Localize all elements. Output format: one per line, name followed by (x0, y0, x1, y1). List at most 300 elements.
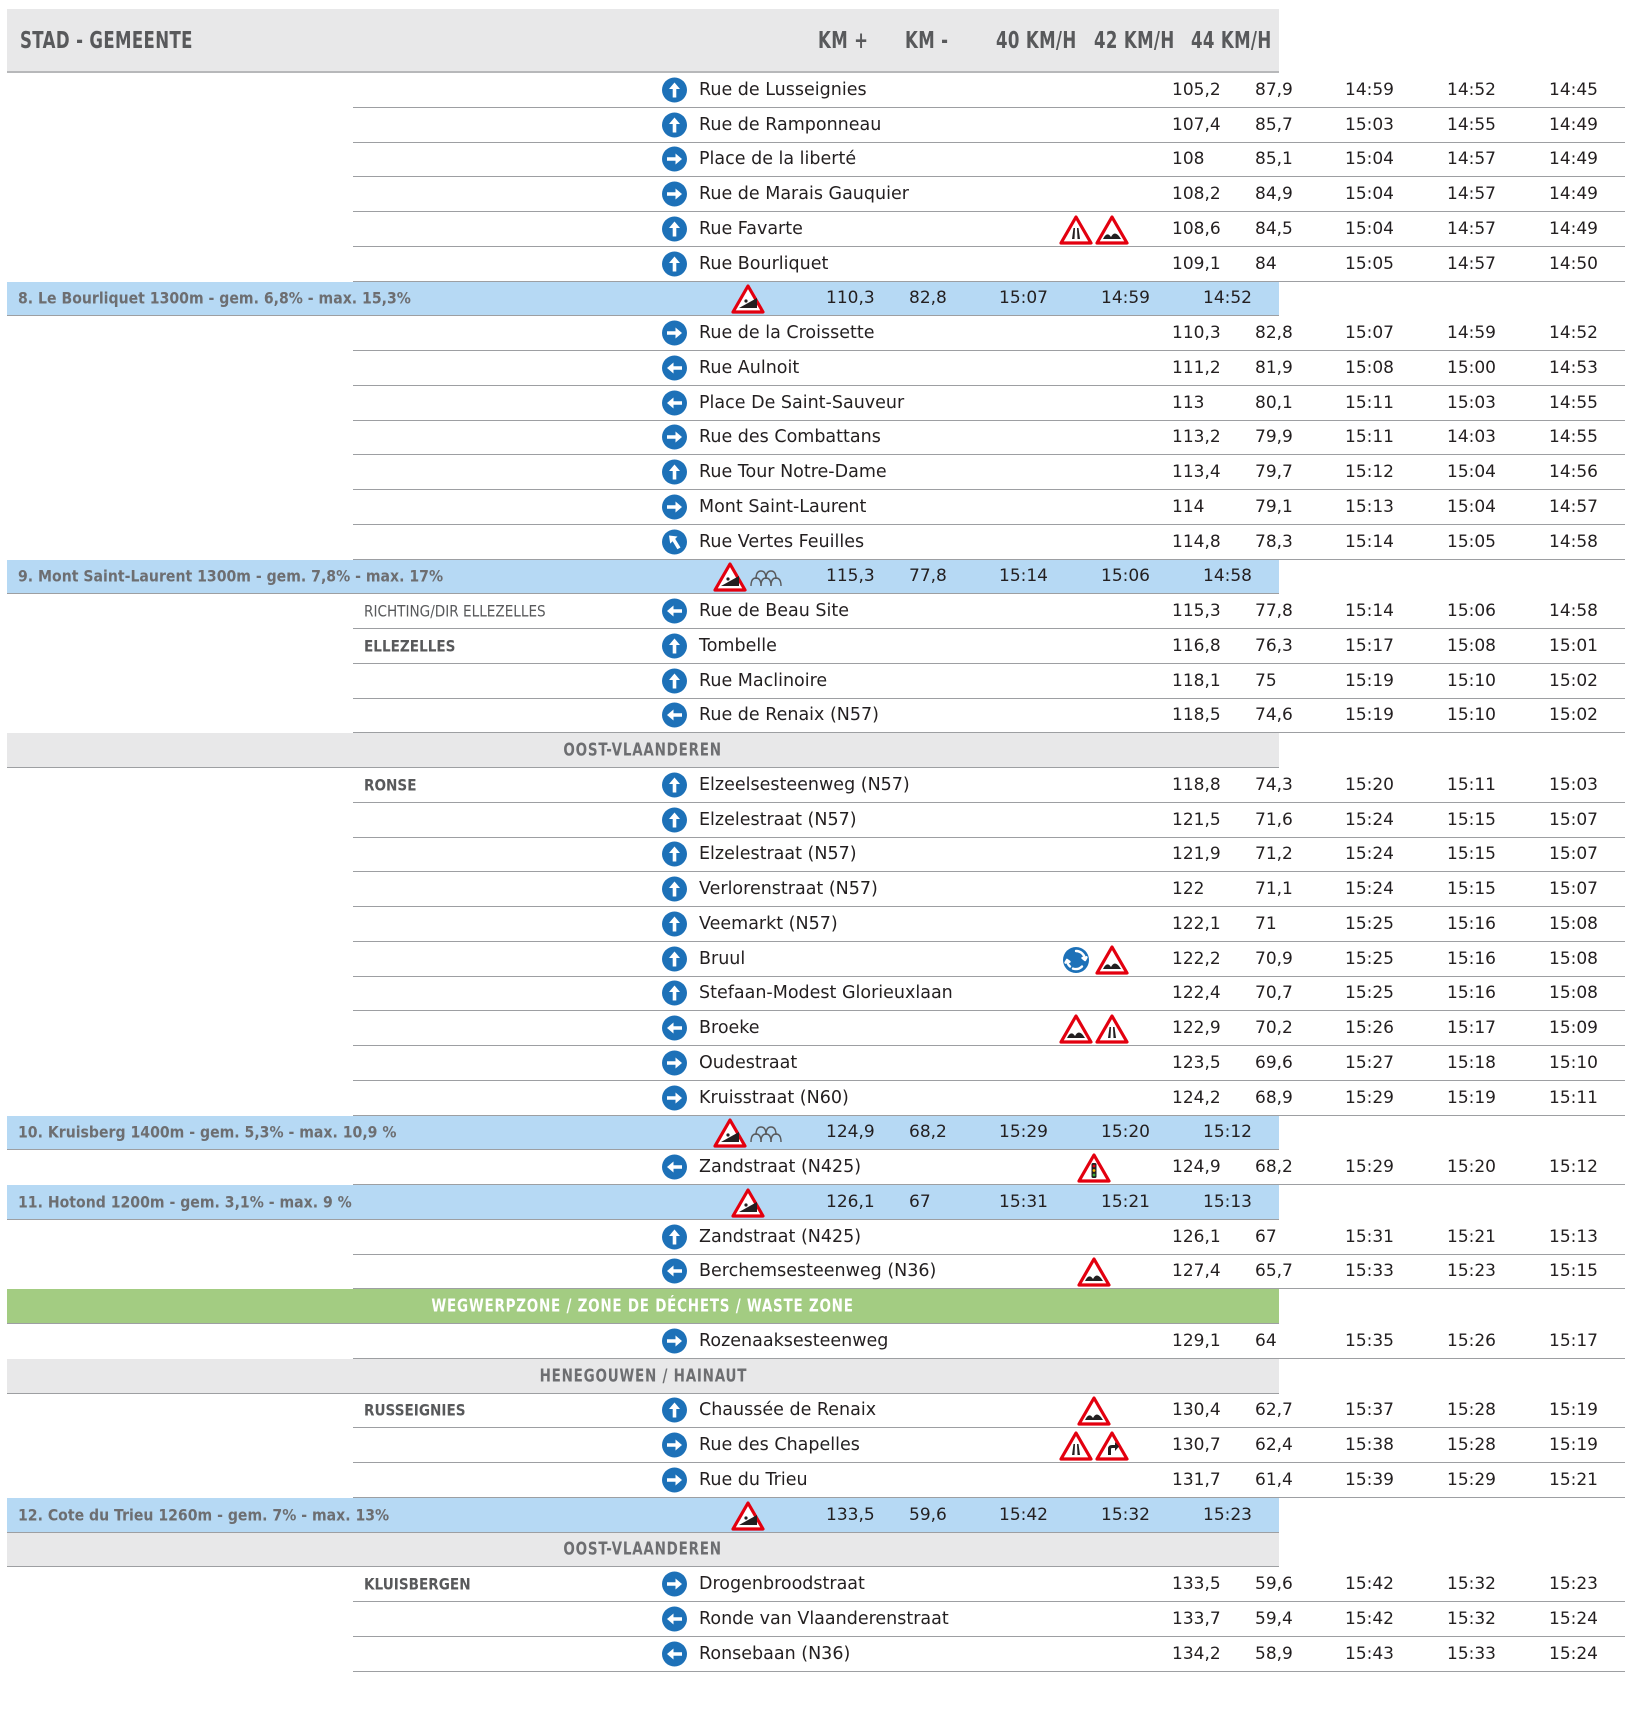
time-42kmh: 15:19 (1447, 1087, 1496, 1108)
street-name: Rue Vertes Feuilles (699, 531, 865, 552)
time-40kmh: 15:31 (999, 1191, 1048, 1212)
km-minus-value: 71,1 (1255, 879, 1293, 900)
km-minus-value: 68,9 (1255, 1087, 1293, 1108)
table-row (353, 872, 1625, 907)
time-40kmh: 15:42 (999, 1504, 1048, 1525)
time-42kmh: 14:57 (1447, 184, 1496, 205)
arrow-straight-icon (662, 911, 687, 936)
arrow-straight-icon (662, 946, 687, 971)
route-schedule-table (7, 9, 1598, 1672)
bumpy-road-sign-icon (1077, 1257, 1111, 1287)
time-44kmh: 14:45 (1549, 79, 1598, 100)
table-row (353, 1255, 1625, 1290)
street-name: Rue Maclinoire (699, 670, 828, 691)
time-42kmh: 15:20 (1101, 1122, 1150, 1143)
time-40kmh: 15:19 (1345, 670, 1394, 691)
waste-zone-banner (7, 1296, 1279, 1317)
time-40kmh: 15:29 (999, 1122, 1048, 1143)
time-44kmh: 15:08 (1549, 983, 1598, 1004)
time-44kmh: 15:02 (1549, 705, 1598, 726)
traffic-light-sign-icon (1077, 1153, 1111, 1183)
time-42kmh: 15:16 (1447, 983, 1496, 1004)
km-minus-value: 82,8 (1255, 323, 1293, 344)
street-name: Mont Saint-Laurent (699, 496, 867, 517)
time-44kmh: 15:09 (1549, 1018, 1598, 1039)
time-42kmh: 14:55 (1447, 114, 1496, 135)
climb-label: 9. Mont Saint-Laurent 1300m - gem. 7,8% - max. 17% (18, 566, 444, 586)
time-44kmh: 15:19 (1549, 1400, 1598, 1421)
time-42kmh: 15:20 (1447, 1157, 1496, 1178)
time-40kmh: 15:14 (1345, 601, 1394, 622)
street-name: Rue des Combattans (699, 427, 881, 448)
climb-row (7, 560, 1279, 595)
time-44kmh: 14:58 (1203, 566, 1252, 587)
cobbles-icon (749, 1118, 783, 1148)
km-plus-value: 108 (1172, 149, 1205, 170)
time-44kmh: 14:58 (1549, 531, 1598, 552)
arrow-straight-icon (662, 981, 687, 1006)
time-44kmh: 14:52 (1549, 323, 1598, 344)
time-44kmh: 15:10 (1549, 1052, 1598, 1073)
time-44kmh: 14:49 (1549, 184, 1598, 205)
table-row (353, 490, 1625, 525)
warning-signs (707, 1500, 787, 1530)
time-44kmh: 15:21 (1549, 1469, 1598, 1490)
km-plus-value: 133,5 (826, 1504, 875, 1525)
time-42kmh: 15:17 (1447, 1018, 1496, 1039)
steep-climb-sign-icon (731, 1188, 765, 1218)
km-plus-value: 105,2 (1172, 79, 1221, 100)
street-name: Kruisstraat (N60) (699, 1087, 849, 1108)
city-name: RUSSEIGNIES (364, 1400, 466, 1420)
time-44kmh: 15:11 (1549, 1087, 1598, 1108)
street-name: Zandstraat (N425) (699, 1157, 862, 1178)
km-plus-value: 131,7 (1172, 1469, 1221, 1490)
street-name: Elzelestraat (N57) (699, 809, 857, 830)
km-plus-value: 113,4 (1172, 462, 1221, 483)
km-minus-value: 62,4 (1255, 1435, 1293, 1456)
table-row (353, 1463, 1625, 1498)
time-40kmh: 15:29 (1345, 1087, 1394, 1108)
time-40kmh: 15:29 (1345, 1157, 1394, 1178)
header-km-plus: KM + (818, 28, 869, 54)
table-row (353, 629, 1625, 664)
table-row (353, 108, 1625, 143)
waste-row (7, 1289, 1279, 1324)
table-row (353, 1046, 1625, 1081)
km-minus-value: 80,1 (1255, 392, 1293, 413)
km-minus-value: 79,9 (1255, 427, 1293, 448)
table-row (353, 907, 1625, 942)
warning-signs (707, 1117, 787, 1147)
time-42kmh: 14:57 (1447, 218, 1496, 239)
time-44kmh: 15:23 (1203, 1504, 1252, 1525)
table-row (353, 977, 1625, 1012)
time-40kmh: 15:12 (1345, 462, 1394, 483)
street-name: Rue de Beau Site (699, 601, 849, 622)
street-name: Ronsebaan (N36) (699, 1643, 851, 1664)
time-42kmh: 15:15 (1447, 844, 1496, 865)
km-plus-value: 108,6 (1172, 218, 1221, 239)
climb-label: 10. Kruisberg 1400m - gem. 5,3% - max. 10,9 % (18, 1122, 397, 1142)
table-row (353, 838, 1625, 873)
time-42kmh: 15:32 (1447, 1574, 1496, 1595)
time-40kmh: 15:03 (1345, 114, 1394, 135)
time-44kmh: 15:03 (1549, 774, 1598, 795)
km-plus-value: 118,1 (1172, 670, 1221, 691)
time-44kmh: 15:08 (1549, 913, 1598, 934)
time-40kmh: 15:37 (1345, 1400, 1394, 1421)
time-44kmh: 15:07 (1549, 809, 1598, 830)
km-plus-value: 107,4 (1172, 114, 1221, 135)
arrow-straight-icon (662, 251, 687, 276)
time-42kmh: 15:32 (1101, 1504, 1150, 1525)
street-name: Bruul (699, 948, 746, 969)
time-40kmh: 15:27 (1345, 1052, 1394, 1073)
steep-climb-sign-icon (713, 1118, 747, 1148)
km-plus-value: 130,4 (1172, 1400, 1221, 1421)
time-42kmh: 15:10 (1447, 705, 1496, 726)
table-row (353, 768, 1625, 803)
region-row (7, 1359, 1279, 1394)
km-minus-value: 59,6 (1255, 1574, 1293, 1595)
arrow-straight-icon (662, 772, 687, 797)
time-42kmh: 14:59 (1101, 288, 1150, 309)
climb-label: 8. Le Bourliquet 1300m - gem. 6,8% - max. 15,3% (18, 288, 411, 308)
km-minus-value: 62,7 (1255, 1400, 1293, 1421)
km-plus-value: 114,8 (1172, 531, 1221, 552)
arrow-right-icon (662, 1050, 687, 1075)
warning-signs (1053, 214, 1133, 244)
time-40kmh: 15:42 (1345, 1574, 1394, 1595)
time-42kmh: 15:03 (1447, 392, 1496, 413)
km-plus-value: 121,9 (1172, 844, 1221, 865)
km-minus-value: 77,8 (909, 566, 947, 587)
street-name: Rue Aulnoit (699, 357, 800, 378)
time-42kmh: 15:29 (1447, 1469, 1496, 1490)
km-minus-value: 70,7 (1255, 983, 1293, 1004)
time-42kmh: 14:59 (1447, 323, 1496, 344)
street-name: Zandstraat (N425) (699, 1226, 862, 1247)
table-row (353, 525, 1625, 560)
km-plus-value: 123,5 (1172, 1052, 1221, 1073)
km-minus-value: 70,2 (1255, 1018, 1293, 1039)
table-row (353, 455, 1625, 490)
street-name: Broeke (699, 1018, 760, 1039)
time-40kmh: 15:31 (1345, 1226, 1394, 1247)
arrow-left-icon (662, 1641, 687, 1666)
km-minus-value: 78,3 (1255, 531, 1293, 552)
narrow-road-sign-icon (1059, 215, 1093, 245)
arrow-right-icon (662, 1467, 687, 1492)
time-44kmh: 15:19 (1549, 1435, 1598, 1456)
table-row (353, 1011, 1625, 1046)
table-row (353, 212, 1625, 247)
km-minus-value: 67 (1255, 1226, 1277, 1247)
km-minus-value: 79,7 (1255, 462, 1293, 483)
time-42kmh: 14:57 (1447, 149, 1496, 170)
time-44kmh: 14:49 (1549, 218, 1598, 239)
arrow-straight-icon (662, 77, 687, 102)
arrow-slight-left-icon (662, 529, 687, 554)
time-40kmh: 15:05 (1345, 253, 1394, 274)
street-name: Rue Favarte (699, 218, 803, 239)
banner-label: WEGWERPZONE / ZONE DE DÉCHETS / WASTE ZONE (431, 1295, 855, 1317)
time-40kmh: 15:11 (1345, 392, 1394, 413)
table-row (353, 143, 1625, 178)
street-name: Rue de Ramponneau (699, 114, 882, 135)
time-42kmh: 15:10 (1447, 670, 1496, 691)
street-name: Rue Tour Notre-Dame (699, 462, 887, 483)
street-name: Rozenaaksesteenweg (699, 1330, 889, 1351)
time-42kmh: 15:28 (1447, 1400, 1496, 1421)
climb-label: 11. Hotond 1200m - gem. 3,1% - max. 9 % (18, 1192, 352, 1212)
time-40kmh: 15:04 (1345, 218, 1394, 239)
warning-signs (1053, 1256, 1133, 1286)
time-40kmh: 15:24 (1345, 879, 1394, 900)
time-40kmh: 15:04 (1345, 149, 1394, 170)
km-minus-value: 74,6 (1255, 705, 1293, 726)
table-header (7, 9, 1279, 73)
table-row (353, 1150, 1625, 1185)
table-row (353, 1428, 1625, 1463)
city-name: ELLEZELLES (364, 636, 456, 656)
arrow-left-icon (662, 390, 687, 415)
time-44kmh: 15:17 (1549, 1330, 1598, 1351)
time-44kmh: 15:07 (1549, 879, 1598, 900)
street-name: Place de la liberté (699, 149, 857, 170)
time-42kmh: 15:04 (1447, 496, 1496, 517)
time-40kmh: 15:17 (1345, 635, 1394, 656)
time-40kmh: 15:33 (1345, 1261, 1394, 1282)
km-plus-value: 108,2 (1172, 184, 1221, 205)
arrow-left-icon (662, 1606, 687, 1631)
city-name: KLUISBERGEN (364, 1574, 471, 1594)
warning-signs (1053, 1430, 1133, 1460)
km-minus-value: 65,7 (1255, 1261, 1293, 1282)
arrow-left-icon (662, 703, 687, 728)
time-40kmh: 15:24 (1345, 844, 1394, 865)
time-44kmh: 15:02 (1549, 670, 1598, 691)
km-plus-value: 133,5 (1172, 1574, 1221, 1595)
street-name: Rue de Lusseignies (699, 79, 867, 100)
arrow-straight-icon (662, 807, 687, 832)
time-44kmh: 14:49 (1549, 149, 1598, 170)
km-plus-value: 127,4 (1172, 1261, 1221, 1282)
time-42kmh: 15:26 (1447, 1330, 1496, 1351)
street-name: Stefaan-Modest Glorieuxlaan (699, 983, 953, 1004)
arrow-straight-icon (662, 633, 687, 658)
region-banner (7, 1365, 1279, 1386)
time-44kmh: 15:24 (1549, 1608, 1598, 1629)
arrow-right-icon (662, 1085, 687, 1110)
km-plus-value: 115,3 (1172, 601, 1221, 622)
time-40kmh: 15:42 (1345, 1608, 1394, 1629)
km-minus-value: 85,1 (1255, 149, 1293, 170)
arrow-straight-icon (662, 1224, 687, 1249)
km-plus-value: 118,8 (1172, 774, 1221, 795)
time-42kmh: 15:11 (1447, 774, 1496, 795)
time-40kmh: 15:39 (1345, 1469, 1394, 1490)
time-42kmh: 15:16 (1447, 948, 1496, 969)
km-minus-value: 64 (1255, 1330, 1277, 1351)
time-40kmh: 15:38 (1345, 1435, 1394, 1456)
km-minus-value: 84,5 (1255, 218, 1293, 239)
banner-label: OOST-VLAANDEREN (563, 1538, 723, 1560)
time-44kmh: 15:13 (1549, 1226, 1598, 1247)
table-row (353, 803, 1625, 838)
time-42kmh: 15:06 (1101, 566, 1150, 587)
km-plus-value: 110,3 (1172, 323, 1221, 344)
climb-row (7, 1116, 1279, 1151)
banner-label: HENEGOUWEN / HAINAUT (539, 1365, 747, 1387)
time-44kmh: 14:50 (1549, 253, 1598, 274)
time-40kmh: 15:19 (1345, 705, 1394, 726)
street-name: Rue des Chapelles (699, 1435, 860, 1456)
time-42kmh: 14:57 (1447, 253, 1496, 274)
climb-row (7, 1185, 1279, 1220)
time-42kmh: 15:21 (1101, 1191, 1150, 1212)
table-row (353, 664, 1625, 699)
climb-label: 12. Cote du Trieu 1260m - gem. 7% - max. 13% (18, 1505, 390, 1525)
region-banner (7, 740, 1279, 761)
street-name: Drogenbroodstraat (699, 1574, 865, 1595)
time-42kmh: 15:06 (1447, 601, 1496, 622)
km-minus-value: 71,6 (1255, 809, 1293, 830)
time-40kmh: 15:20 (1345, 774, 1394, 795)
km-plus-value: 121,5 (1172, 809, 1221, 830)
km-minus-value: 76,3 (1255, 635, 1293, 656)
km-plus-value: 122 (1172, 879, 1205, 900)
arrow-straight-icon (662, 1398, 687, 1423)
time-40kmh: 15:25 (1345, 983, 1394, 1004)
region-row (7, 733, 1279, 768)
time-44kmh: 14:49 (1549, 114, 1598, 135)
header-km-minus: KM - (905, 28, 949, 54)
km-plus-value: 124,9 (1172, 1157, 1221, 1178)
arrow-right-icon (662, 1433, 687, 1458)
time-42kmh: 15:15 (1447, 809, 1496, 830)
km-minus-value: 81,9 (1255, 357, 1293, 378)
table-row (353, 1081, 1625, 1116)
time-44kmh: 14:52 (1203, 288, 1252, 309)
time-40kmh: 15:24 (1345, 809, 1394, 830)
time-42kmh: 15:28 (1447, 1435, 1496, 1456)
km-minus-value: 58,9 (1255, 1643, 1293, 1664)
km-plus-value: 133,7 (1172, 1608, 1221, 1629)
time-42kmh: 15:08 (1447, 635, 1496, 656)
km-plus-value: 129,1 (1172, 1330, 1221, 1351)
time-42kmh: 15:21 (1447, 1226, 1496, 1247)
street-name: Verlorenstraat (N57) (699, 879, 878, 900)
arrow-straight-icon (662, 668, 687, 693)
km-minus-value: 74,3 (1255, 774, 1293, 795)
street-name: Rue de Marais Gauquier (699, 184, 909, 205)
table-row (353, 247, 1625, 282)
climb-row (7, 282, 1279, 317)
km-plus-value: 122,1 (1172, 913, 1221, 934)
table-row (353, 421, 1625, 456)
time-42kmh: 14:03 (1447, 427, 1496, 448)
bend-sign-icon (1095, 1431, 1129, 1461)
km-plus-value: 126,1 (1172, 1226, 1221, 1247)
time-40kmh: 15:13 (1345, 496, 1394, 517)
street-name: Oudestraat (699, 1052, 798, 1073)
bumpy-road-sign-icon (1095, 215, 1129, 245)
km-plus-value: 130,7 (1172, 1435, 1221, 1456)
time-44kmh: 15:07 (1549, 844, 1598, 865)
region-row (7, 1533, 1279, 1568)
street-name: Rue de Renaix (N57) (699, 705, 879, 726)
street-name: Ronde van Vlaanderenstraat (699, 1608, 949, 1629)
time-44kmh: 15:24 (1549, 1643, 1598, 1664)
time-44kmh: 15:12 (1549, 1157, 1598, 1178)
city-name: RICHTING/DIR ELLEZELLES (364, 601, 546, 621)
km-plus-value: 118,5 (1172, 705, 1221, 726)
arrow-straight-icon (662, 460, 687, 485)
arrow-left-icon (662, 1155, 687, 1180)
header-42kmh: 42 KM/H (1094, 28, 1175, 54)
street-name: Tombelle (699, 635, 777, 656)
km-minus-value: 82,8 (909, 288, 947, 309)
warning-signs (707, 1187, 787, 1217)
warning-signs (1053, 1395, 1133, 1425)
table-row (353, 594, 1625, 629)
km-plus-value: 116,8 (1172, 635, 1221, 656)
time-40kmh: 15:43 (1345, 1643, 1394, 1664)
table-row (353, 699, 1625, 734)
arrow-straight-icon (662, 877, 687, 902)
time-42kmh: 15:23 (1447, 1261, 1496, 1282)
time-44kmh: 14:55 (1549, 392, 1598, 413)
table-row (353, 177, 1625, 212)
table-row (353, 942, 1625, 977)
roundabout-sign-icon (1059, 945, 1093, 975)
km-minus-value: 69,6 (1255, 1052, 1293, 1073)
header-city: STAD - GEMEENTE (20, 28, 193, 54)
arrow-straight-icon (662, 216, 687, 241)
km-plus-value: 111,2 (1172, 357, 1221, 378)
street-name: Rue de la Croissette (699, 323, 875, 344)
arrow-straight-icon (662, 842, 687, 867)
km-plus-value: 115,3 (826, 566, 875, 587)
km-plus-value: 122,4 (1172, 983, 1221, 1004)
street-name: Elzelestraat (N57) (699, 844, 857, 865)
header-40kmh: 40 KM/H (996, 28, 1077, 54)
km-plus-value: 126,1 (826, 1191, 875, 1212)
km-minus-value: 77,8 (1255, 601, 1293, 622)
steep-climb-sign-icon (731, 1501, 765, 1531)
time-42kmh: 15:00 (1447, 357, 1496, 378)
km-minus-value: 84,9 (1255, 184, 1293, 205)
time-40kmh: 15:35 (1345, 1330, 1394, 1351)
km-plus-value: 110,3 (826, 288, 875, 309)
arrow-right-icon (662, 494, 687, 519)
street-name: Rue du Trieu (699, 1469, 808, 1490)
km-plus-value: 114 (1172, 496, 1205, 517)
steep-climb-sign-icon (713, 562, 747, 592)
time-40kmh: 15:26 (1345, 1018, 1394, 1039)
arrow-left-icon (662, 599, 687, 624)
time-44kmh: 15:23 (1549, 1574, 1598, 1595)
km-minus-value: 71,2 (1255, 844, 1293, 865)
bumpy-road-sign-icon (1077, 1396, 1111, 1426)
narrow-road-sign-icon (1095, 1014, 1129, 1044)
time-44kmh: 14:56 (1549, 462, 1598, 483)
warning-signs (707, 283, 787, 313)
street-name: Place De Saint-Sauveur (699, 392, 905, 413)
arrow-straight-icon (662, 112, 687, 137)
